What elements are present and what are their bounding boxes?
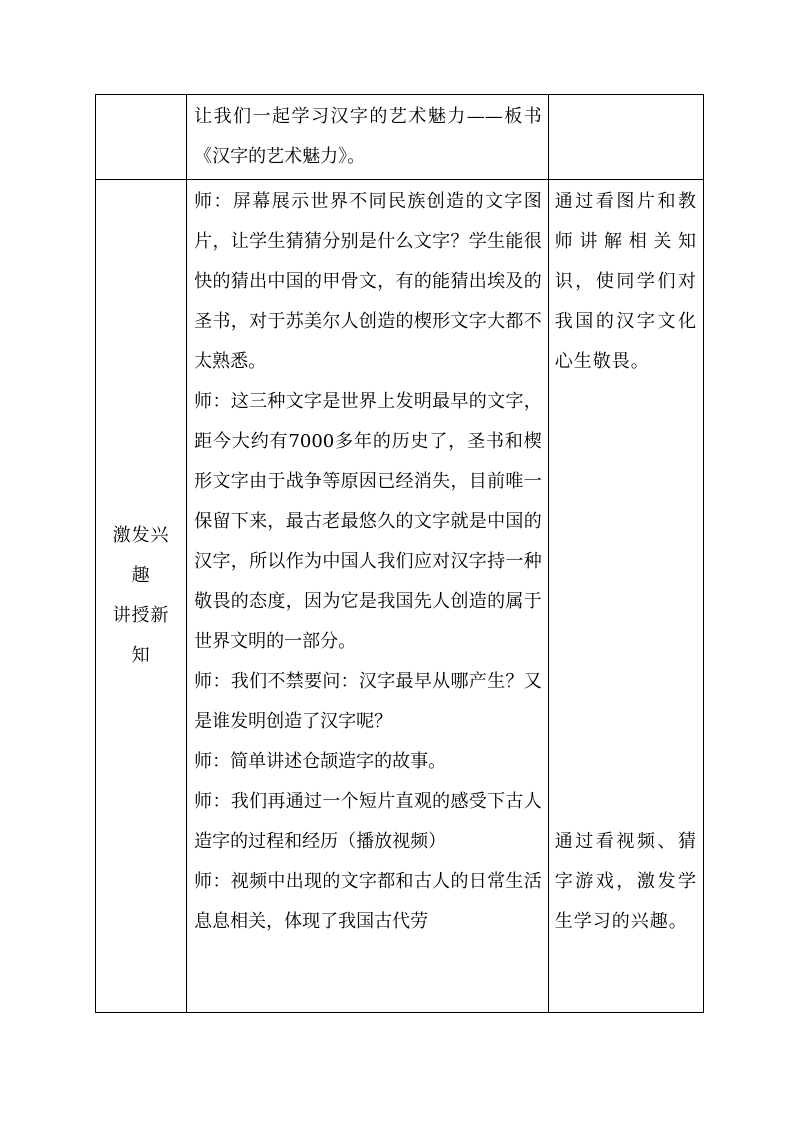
- stage-line: 讲授新: [112, 605, 170, 626]
- stage-cell: [96, 95, 187, 180]
- table-row: [96, 95, 704, 180]
- content-paragraph: 师：屏幕展示世界不同民族创造的文字图片，让学生猜猜分别是什么文字？学生能很快的猜出中国的甲骨文，有的能猜出埃及的圣书，对于苏美尔人创造的楔形文字大都不太熟悉。: [194, 191, 542, 372]
- content-paragraph: 师：我们再通过一个短片直观的感受下古人造字的过程和经历（播放视频）: [194, 791, 542, 852]
- note-cell: [548, 180, 703, 1013]
- stage-label: [96, 516, 186, 676]
- lesson-plan-table: [95, 94, 704, 1013]
- content-paragraph: 让我们一起学习汉字的艺术魅力——板书《汉字的艺术魅力》。: [194, 106, 542, 167]
- content-paragraph: 师：我们不禁要问：汉字最早从哪产生？又是谁发明创造了汉字呢？: [194, 671, 542, 732]
- stage-line: 激发兴: [112, 525, 170, 546]
- content-paragraph: 师：这三种文字是世界上发明最早的文字，距今大约有7000多年的历史了，圣书和楔形文字由于战争等原因已经消失，目前唯一保留下来，最古老最悠久的文字就是中国的汉字，所以作为中国人我们应对汉字持一种敬畏的态度，因为它是我国先人创造的属于世界文明的一部分。: [194, 391, 542, 652]
- stage-line: 趣: [131, 565, 151, 586]
- table-row: [96, 180, 704, 1013]
- note-paragraph: 通过看视频、猜字游戏，激发学生学习的兴趣。: [554, 831, 697, 932]
- note-cell: [548, 95, 703, 180]
- content-paragraph: 师：视频中出现的文字都和古人的日常生活息息相关，体现了我国古代劳: [194, 871, 542, 932]
- content-cell: [187, 95, 549, 180]
- stage-line: 知: [131, 645, 151, 666]
- note-spacer: [555, 382, 697, 822]
- stage-cell: [96, 180, 187, 1013]
- content-paragraph: 师：简单讲述仓颉造字的故事。: [194, 751, 447, 772]
- content-cell: [187, 180, 549, 1013]
- note-paragraph: 通过看图片和教师讲解相关知识，使同学们对我国的汉字文化心生敬畏。: [554, 191, 697, 372]
